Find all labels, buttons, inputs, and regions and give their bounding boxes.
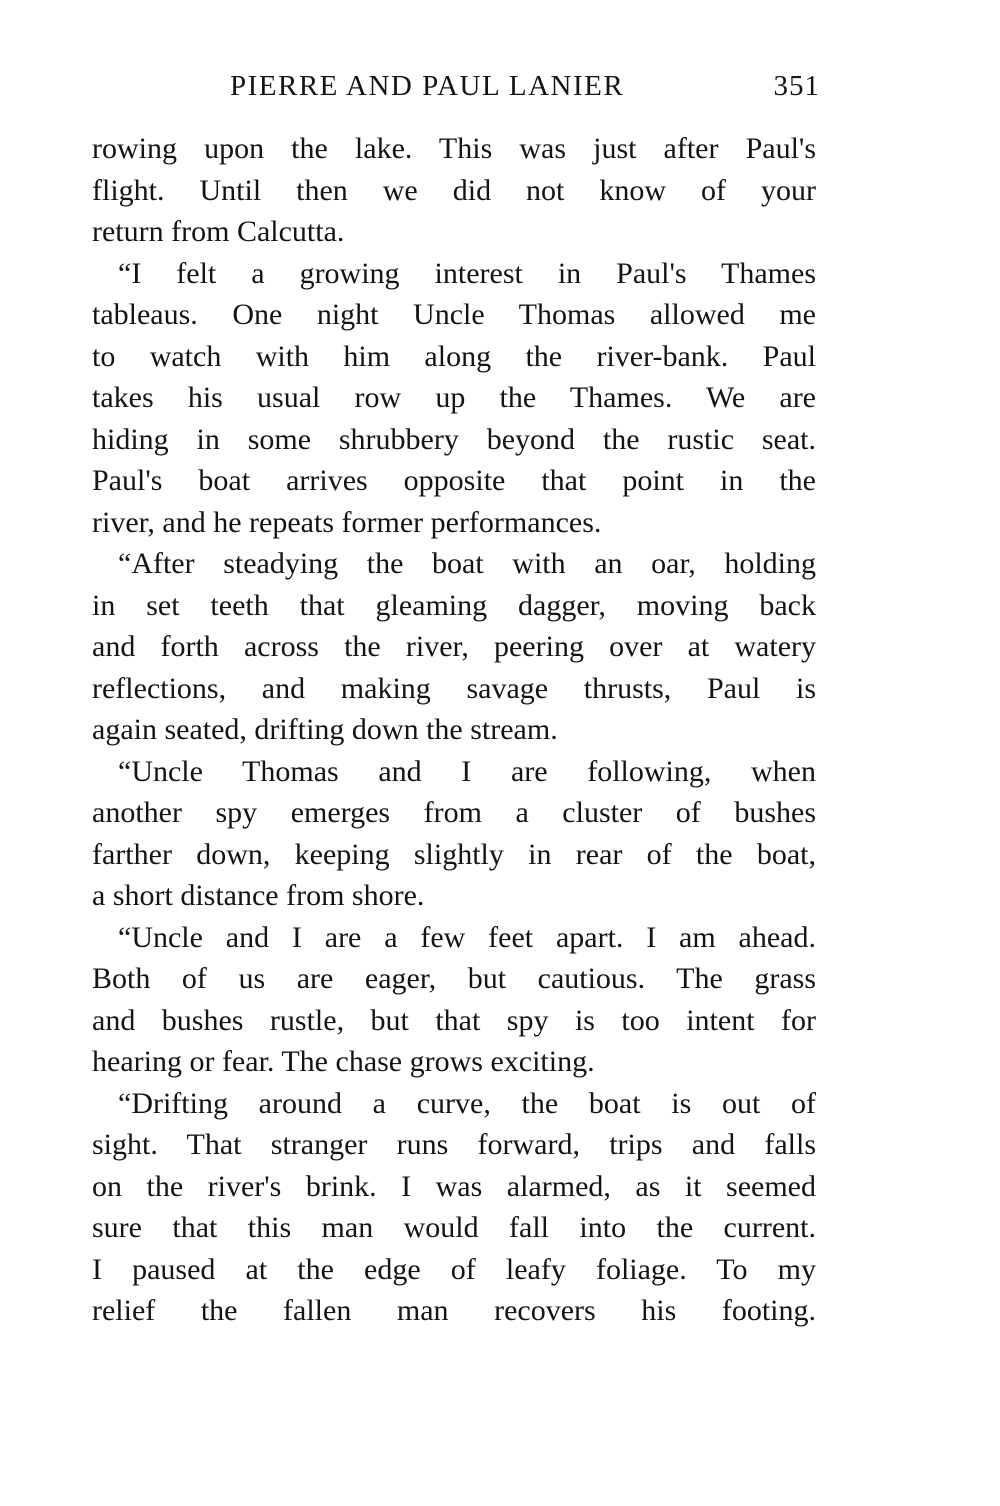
text-line: relief the fallen man recovers his footing. (92, 1294, 816, 1327)
text-line: “I felt a growing interest in Paul's Thames (118, 256, 816, 290)
text-line: I paused at the edge of leafy foliage. To my (92, 1252, 816, 1286)
text-line: a short distance from shore. (92, 879, 425, 912)
text-line: another spy emerges from a cluster of bushes (92, 796, 816, 829)
text-line: Both of us are eager, but cautious. The grass (92, 962, 816, 995)
text-line: “Uncle and I are a few feet apart. I am ahead. (118, 920, 816, 954)
text-line: “Uncle Thomas and I are following, when (118, 754, 816, 788)
text-line: hiding in some shrubbery beyond the rustic seat. (92, 422, 816, 456)
text-line: in set teeth that gleaming dagger, moving back (92, 588, 816, 622)
text-line: sight. That stranger runs forward, trips and falls (92, 1128, 816, 1161)
text-line: takes his usual row up the Thames. We are (92, 381, 816, 414)
text-line: sure that this man would fall into the current. (92, 1211, 816, 1244)
running-title: PIERRE AND PAUL LANIER (230, 70, 625, 102)
text-line: rowing upon the lake. This was just after Paul's (92, 132, 816, 165)
text-line: tableaus. One night Uncle Thomas allowed me (92, 298, 816, 331)
text-line: farther down, keeping slightly in rear of the boat, (92, 837, 816, 871)
page-number: 351 (773, 70, 820, 102)
text-line: reflections, and making savage thrusts, Paul is (92, 671, 816, 705)
text-line: return from Calcutta. (92, 215, 345, 248)
text-line: and forth across the river, peering over at watery (92, 630, 816, 663)
text-line: hearing or fear. The chase grows exciting. (92, 1045, 595, 1078)
running-head (230, 70, 820, 110)
text-line: to watch with him along the river-bank. Paul (92, 339, 816, 373)
text-line: flight. Until then we did not know of your (92, 173, 816, 207)
text-line: “Drifting around a curve, the boat is out of (118, 1086, 816, 1120)
text-line: again seated, drifting down the stream. (92, 713, 558, 746)
text-line: “After steadying the boat with an oar, holding (118, 547, 816, 580)
text-line: river, and he repeats former performances. (92, 505, 602, 539)
text-line: Paul's boat arrives opposite that point in the (92, 464, 816, 497)
text-line: on the river's brink. I was alarmed, as it seemed (92, 1169, 816, 1203)
body-text (92, 128, 816, 1332)
text-line: and bushes rustle, but that spy is too intent for (92, 1003, 816, 1037)
